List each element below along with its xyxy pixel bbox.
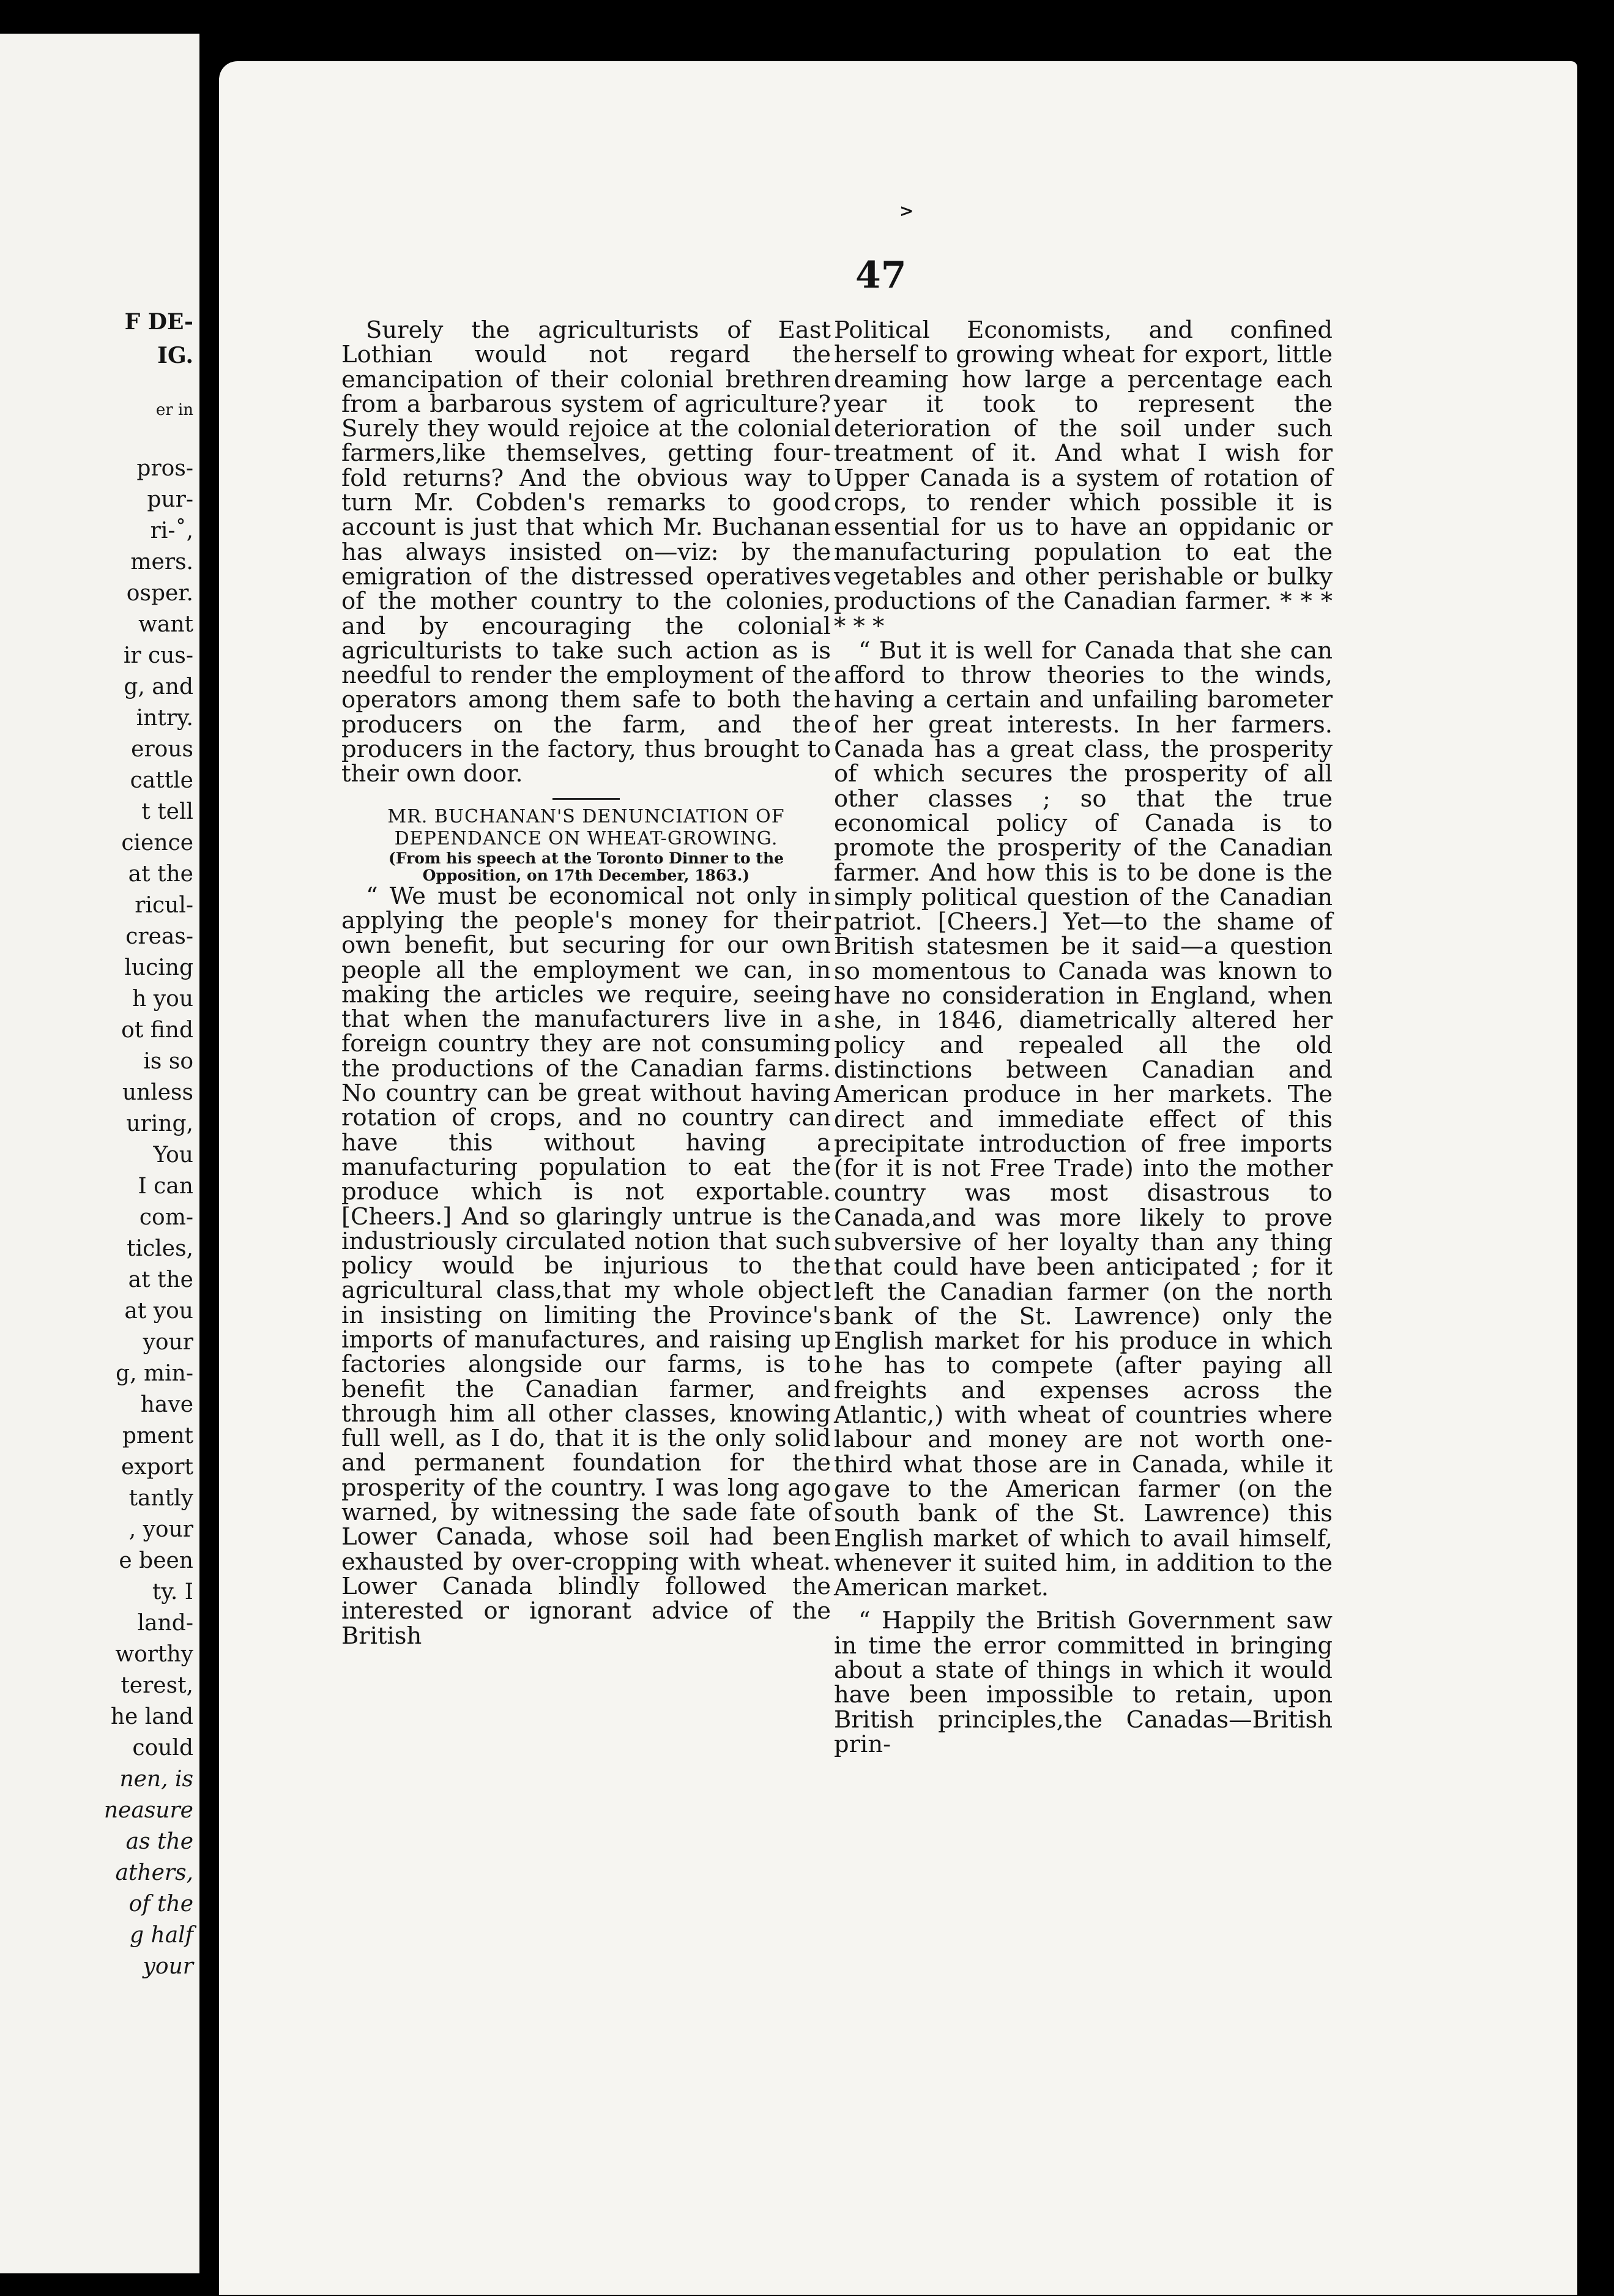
- facing-page-line: erous: [131, 737, 193, 762]
- source-note: (From his speech at the Toronto Dinner to the Opposition, on 17th December, 1863.): [388, 849, 784, 884]
- facing-page-line: You: [153, 1142, 193, 1168]
- facing-page-line: neasure: [103, 1798, 193, 1823]
- facing-page-line: F DE-: [124, 309, 193, 335]
- facing-page-line: your: [143, 1954, 193, 1979]
- facing-page-line: mers.: [130, 550, 193, 575]
- facing-page-line: land-: [137, 1611, 193, 1636]
- facing-page-line: intry.: [136, 706, 193, 731]
- facing-page-line: ot find: [121, 1018, 193, 1043]
- facing-page-line: g half: [130, 1923, 193, 1948]
- facing-page-line: osper.: [126, 581, 193, 606]
- facing-page-line: of the: [128, 1892, 193, 1917]
- facing-page-line: pur-: [147, 487, 193, 512]
- right-column: [834, 318, 1333, 1757]
- facing-page-line: g, and: [124, 674, 193, 699]
- facing-page-line: creas-: [125, 924, 193, 949]
- facing-page-line: as the: [125, 1829, 193, 1854]
- facing-page-line: pment: [122, 1423, 193, 1448]
- facing-page-line: h you: [132, 986, 193, 1012]
- facing-page-line: at the: [128, 1267, 193, 1292]
- facing-page-line: have: [140, 1392, 193, 1417]
- paragraph-canada-interests: “ But it is well for Canada that she can afford to throw theories to the winds, having a certain and unfailing barometer of her great interests. In her farmers. Canada has a great class, the prosperity of which secures the prosperity of all other classes ; so that the true economical policy of Canada is to promote the prosperity of the Canadian farmer. And how this is to be done is the simply political question of the Canadian patriot. [Cheers.] Yet—to the shame of British statesmen be it said—a question so momentous to Canada was known to have no consideration in England, when she, in 1846, diametrically altered her policy and repealed all the old distinctions between Canadian and American produce in her markets. The direct and immediate effect of this precipitate introduction of free imports (for it is not Free Trade) into the mother country was most disastrous to Canada,and was more likely to prove subversive of her loyalty than any thing that could have been anticipated ; for it left the Canadian farmer (on the north bank of the St. Lawrence) only the English market for his produce in which he has to compete (after paying all freights and expenses across the Atlantic,) with wheat of countries where labour and money are not worth one-third what those are in Canada, while it gave to the American farmer (on the south bank of the St. Lawrence) this English market of which to avail himself, whenever it suited him, in addition to the American market.: [834, 636, 1333, 1602]
- facing-page-line: is so: [143, 1049, 193, 1074]
- facing-page-line: e been: [119, 1548, 193, 1573]
- facing-page-line: ricul-: [135, 893, 193, 918]
- facing-page-line: at you: [124, 1299, 193, 1324]
- facing-page-line: , your: [128, 1517, 193, 1542]
- facing-page-line: g, min-: [116, 1361, 193, 1386]
- facing-page-line: nen, is: [119, 1767, 193, 1792]
- facing-page-fragment: [0, 34, 199, 2273]
- facing-page-line: er in: [155, 401, 193, 419]
- printer-mark: >: [899, 201, 914, 221]
- facing-page-line: terest,: [121, 1673, 193, 1698]
- left-column: [341, 318, 831, 1649]
- facing-page-line: com-: [139, 1205, 193, 1230]
- facing-page-line: tantly: [128, 1486, 193, 1511]
- continuation-paragraph: Political Economists, and confined herself to growing wheat for export, little dreaming how large a percentage each year it took to represent the deterioration of the soil under such treatment of it. And what I wish for Upper Canada is a system of rotation of crops, to render which possible it is essential for us to have an oppidanic or manufacturing population to eat the vegetables and other perishable or bulky productions of the Canadian farmer. * * * * * *: [834, 316, 1333, 640]
- facing-page-line: your: [143, 1330, 193, 1355]
- facing-page-line: ir cus-: [123, 643, 193, 668]
- facing-page-line: export: [121, 1455, 193, 1480]
- section-divider: [552, 798, 620, 800]
- facing-page-line: cattle: [130, 768, 193, 793]
- facing-page-line: ty. I: [152, 1579, 193, 1605]
- facing-page-line: athers,: [115, 1860, 193, 1885]
- speech-paragraph: “ We must be economical not only in applying the people's money for their own benefit, but securing for our own people all the employment we can, in making the articles we require, seeing that when the manufacturers live in a foreign country they are not consuming the productions of the Canadian farms. No country can be great without having rotation of crops, and no country can have this without having a manufacturing population to eat the produce which is not exportable. [Cheers.] And so glaringly untrue is the industriously circulated notion that such policy would be injurious to the agricultural class,that my whole object in insisting on limiting the Province's imports of manufactures, and raising up factories alongside our farms, is to benefit the Canadian farmer, and through him all other classes, knowing full well, as I do, that it is the only solid and permanent foundation for the prosperity of the country. I was long ago warned, by witnessing the sade fate of Lower Canada, whose soil had been exhausted by over-cropping with wheat. Lower Canada blindly followed the interested or ignorant advice of the British: [341, 882, 831, 1650]
- paragraph-british-government: “ Happily the British Government saw in time the error committed in bringing about a state of things in which it would have been impossible to retain, upon British principles,the Canadas—British prin-: [834, 1607, 1333, 1758]
- facing-page-line: IG.: [157, 343, 193, 368]
- facing-page-line: at the: [128, 862, 193, 887]
- facing-page-line: cience: [121, 830, 193, 855]
- facing-page-line: lucing: [124, 955, 193, 980]
- facing-page-line: t tell: [141, 799, 193, 824]
- facing-page-line: unless: [122, 1080, 193, 1105]
- facing-page-line: want: [138, 612, 193, 637]
- facing-page-line: could: [132, 1735, 193, 1761]
- facing-page-line: worthy: [115, 1642, 193, 1667]
- section-heading: MR. BUCHANAN'S DENUNCIATION OF DEPENDANCE ON WHEAT-GROWING.: [387, 805, 785, 849]
- facing-page-line: he land: [110, 1704, 193, 1729]
- book-page: [219, 61, 1577, 2295]
- facing-page-line: pros-: [136, 456, 193, 481]
- facing-page-line: ri-˚,: [150, 518, 193, 543]
- facing-page-line: ticles,: [127, 1236, 193, 1261]
- page-number: 47: [855, 254, 907, 297]
- facing-page-line: uring,: [126, 1111, 193, 1136]
- facing-page-line: I can: [138, 1174, 193, 1199]
- intro-paragraph: Surely the agriculturists of East Lothian would not regard the emancipation of their colonial brethren from a barbarous system of agriculture? Surely they would rejoice at the colonial farmers,like themselves, getting four-fold returns? And the obvious way to turn Mr. Cobden's remarks to good account is just that which Mr. Buchanan has always insisted on—viz: by the emigration of the distressed operatives of the mother country to the colonies, and by encouraging the colonial agriculturists to take such action as is needful to render the employment of the operators among them safe to both the producers on the farm, and the producers in the factory, thus brought to their own door.: [341, 316, 831, 788]
